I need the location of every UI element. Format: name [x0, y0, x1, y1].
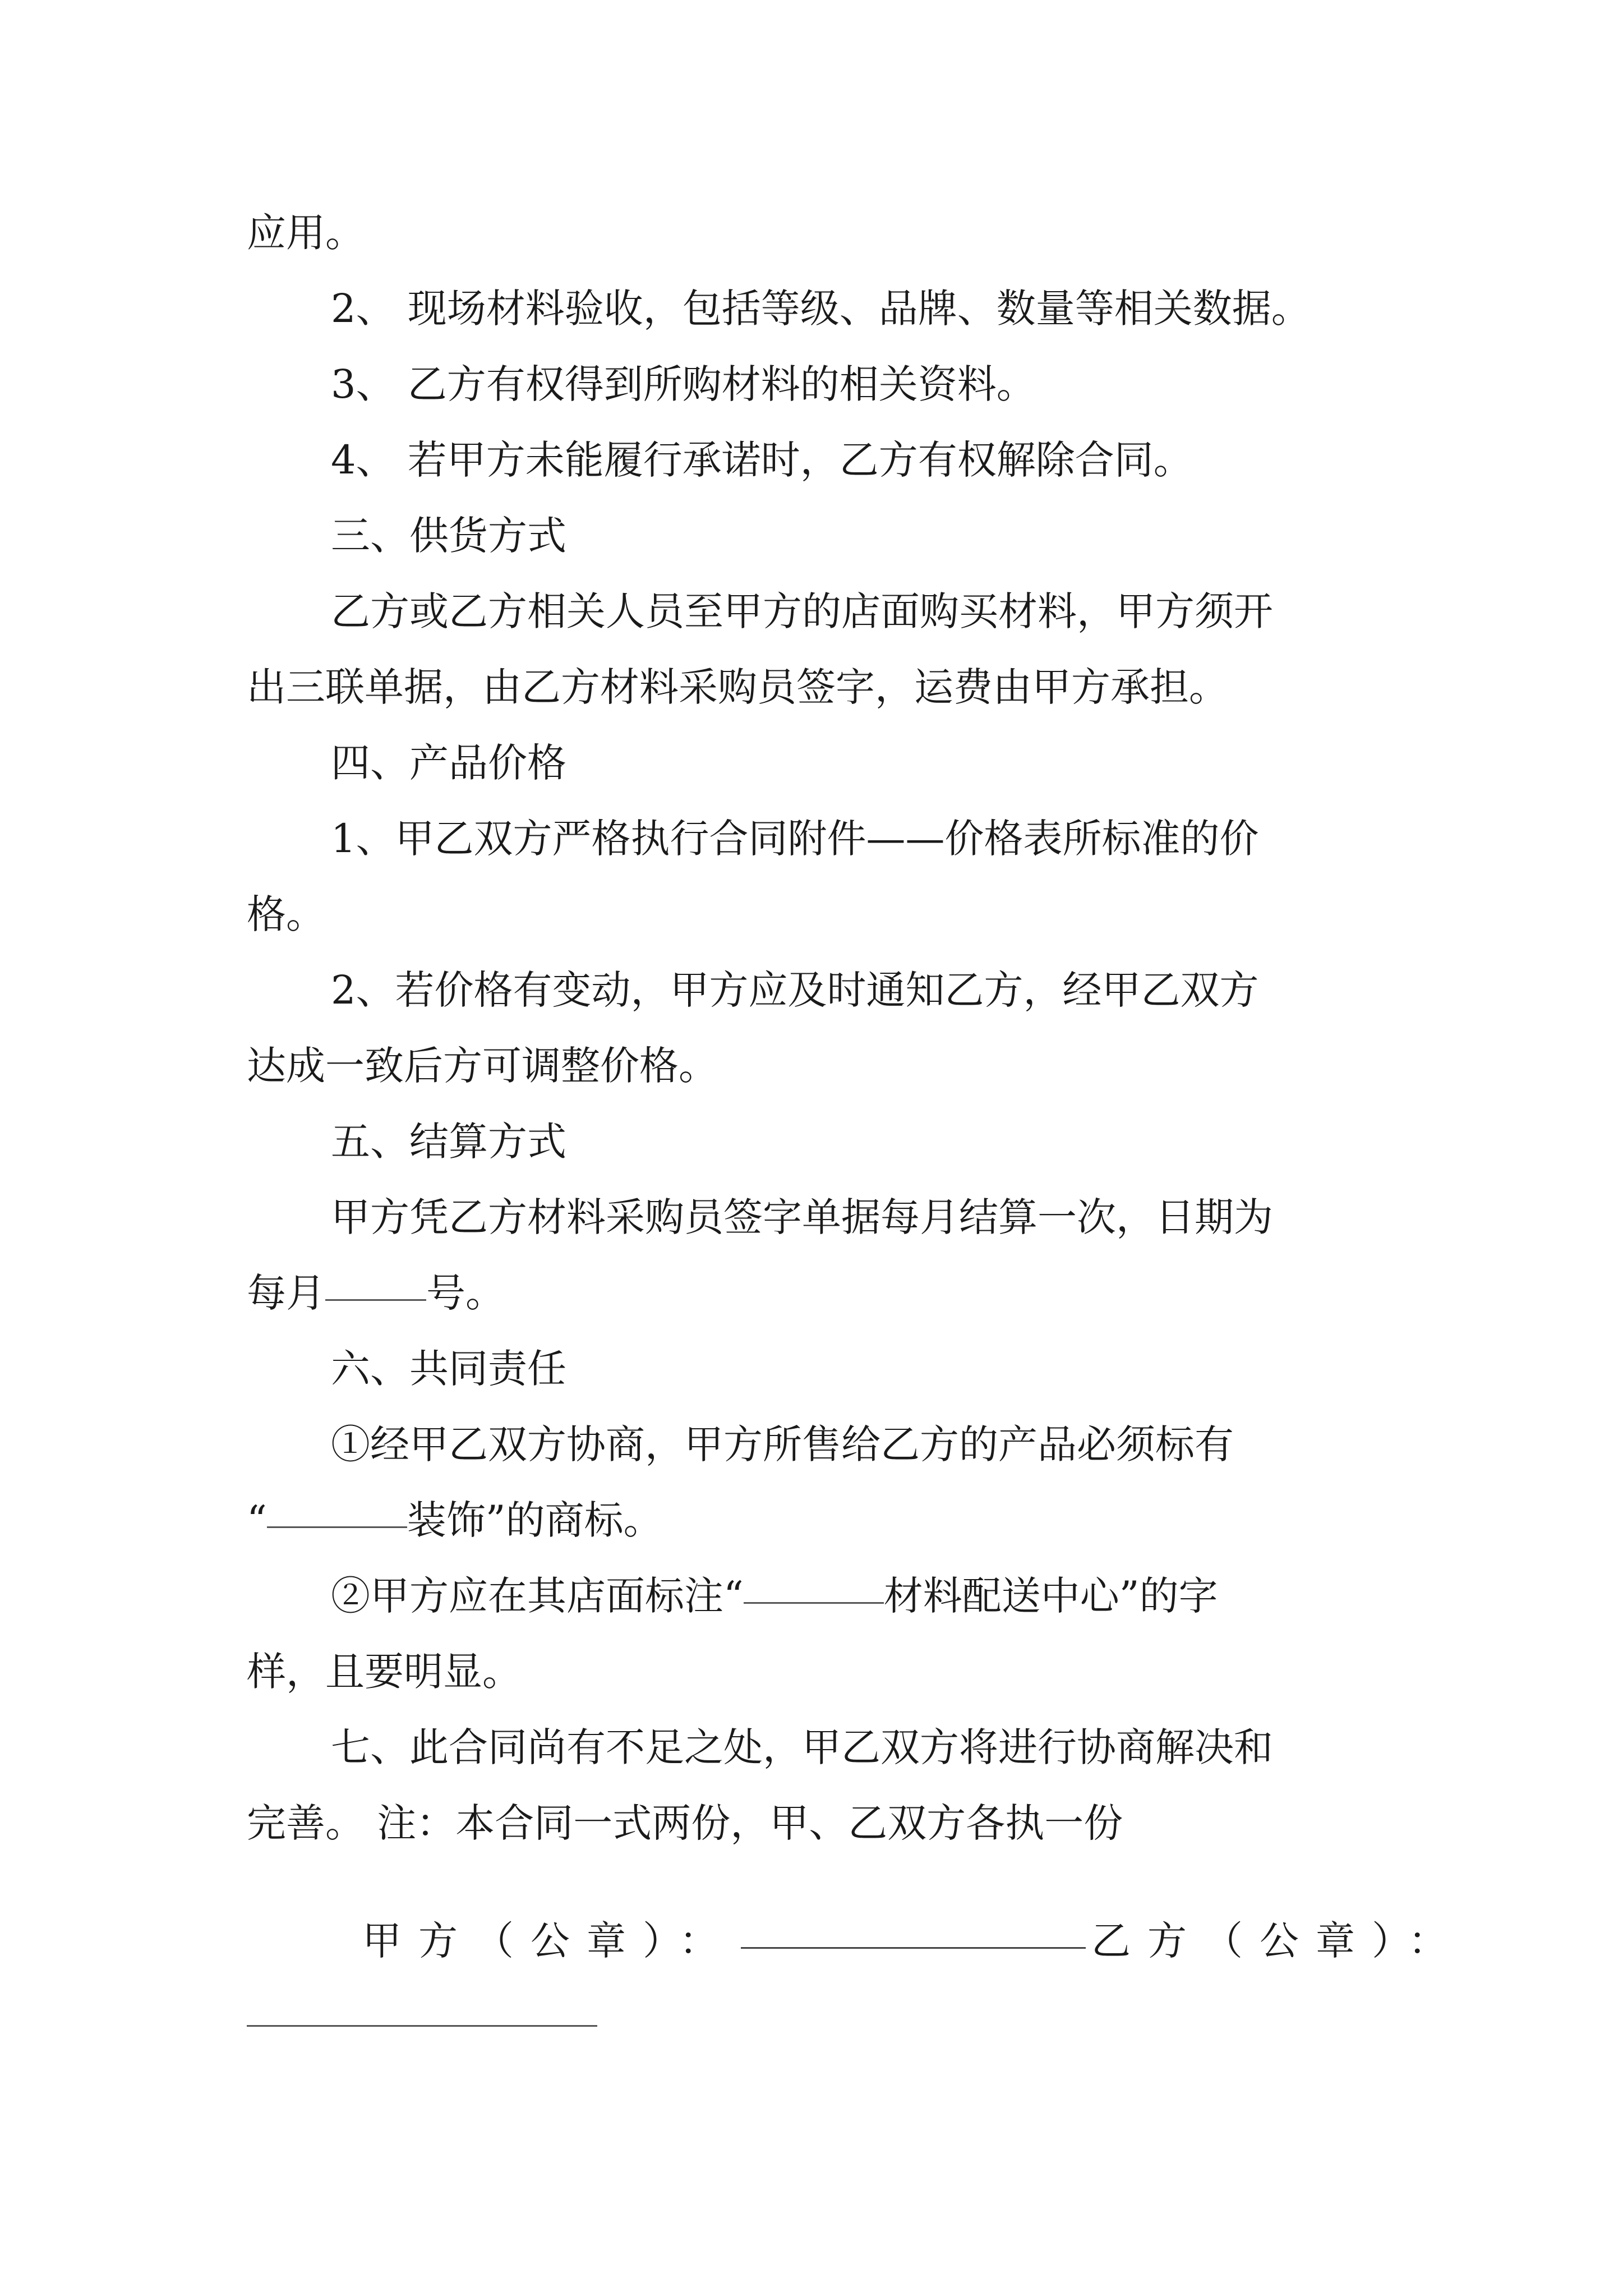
party-a-label: 甲方（公章）：	[362, 1918, 735, 1964]
text-fragment: 装饰”的商标。	[407, 1497, 663, 1543]
list-item: 3、 乙方有权得到所购材料的相关资料。	[331, 361, 1036, 407]
signature-row	[362, 1916, 1464, 1966]
text-line: 乙方或乙方相关人员至甲方的店面购买材料，甲方须开	[331, 588, 1273, 634]
text-fragment: 每月	[247, 1270, 325, 1316]
fill-blank	[744, 1602, 884, 1604]
text-line	[331, 1571, 1218, 1621]
section-heading: 四、产品价格	[331, 740, 566, 786]
text-line: 出三联单据，由乙方材料采购员签字，运费由甲方承担。	[247, 664, 1228, 710]
text-line	[247, 1268, 505, 1318]
text-line: 应用。	[247, 210, 365, 256]
text-line: ①经甲乙双方协商，甲方所售给乙方的产品必须标有	[331, 1421, 1234, 1467]
text-line: 格。	[247, 891, 325, 937]
text-line: 完善。 注：本合同一式两份，甲、乙双方各执一份	[247, 1800, 1123, 1846]
text-line: 样，且要明显。	[247, 1649, 522, 1695]
text-line: 达成一致后方可调整价格。	[247, 1043, 718, 1089]
text-line: 2、若价格有变动，甲方应及时通知乙方，经甲乙双方	[331, 967, 1259, 1013]
fill-blank	[325, 1299, 426, 1301]
text-line: 七、此合同尚有不足之处，甲乙双方将进行协商解决和	[331, 1724, 1273, 1770]
party-b-label: 乙方（公章）：	[1091, 1918, 1464, 1964]
section-heading: 六、共同责任	[331, 1346, 566, 1392]
text-line: 1、甲乙双方严格执行合同附件——价格表所标准的价	[331, 816, 1259, 862]
text-fragment: “	[247, 1497, 267, 1543]
text-fragment: 材料配送中心”的字	[883, 1573, 1218, 1619]
section-heading: 三、供货方式	[331, 513, 566, 559]
list-item: 4、 若甲方未能履行承诺时，乙方有权解除合同。	[331, 437, 1193, 483]
text-fragment: 号。	[426, 1270, 505, 1316]
section-heading: 五、结算方式	[331, 1119, 566, 1165]
party-b-signature-blank	[247, 2025, 597, 2027]
text-fragment: ②甲方应在其店面标注“	[331, 1573, 744, 1619]
list-item: 2、 现场材料验收，包括等级、品牌、数量等相关数据。	[331, 286, 1311, 332]
text-line: 甲方凭乙方材料采购员签字单据每月结算一次，日期为	[331, 1194, 1273, 1240]
fill-blank	[267, 1526, 407, 1528]
party-a-signature-blank	[741, 1947, 1086, 1949]
text-line	[247, 1495, 663, 1545]
